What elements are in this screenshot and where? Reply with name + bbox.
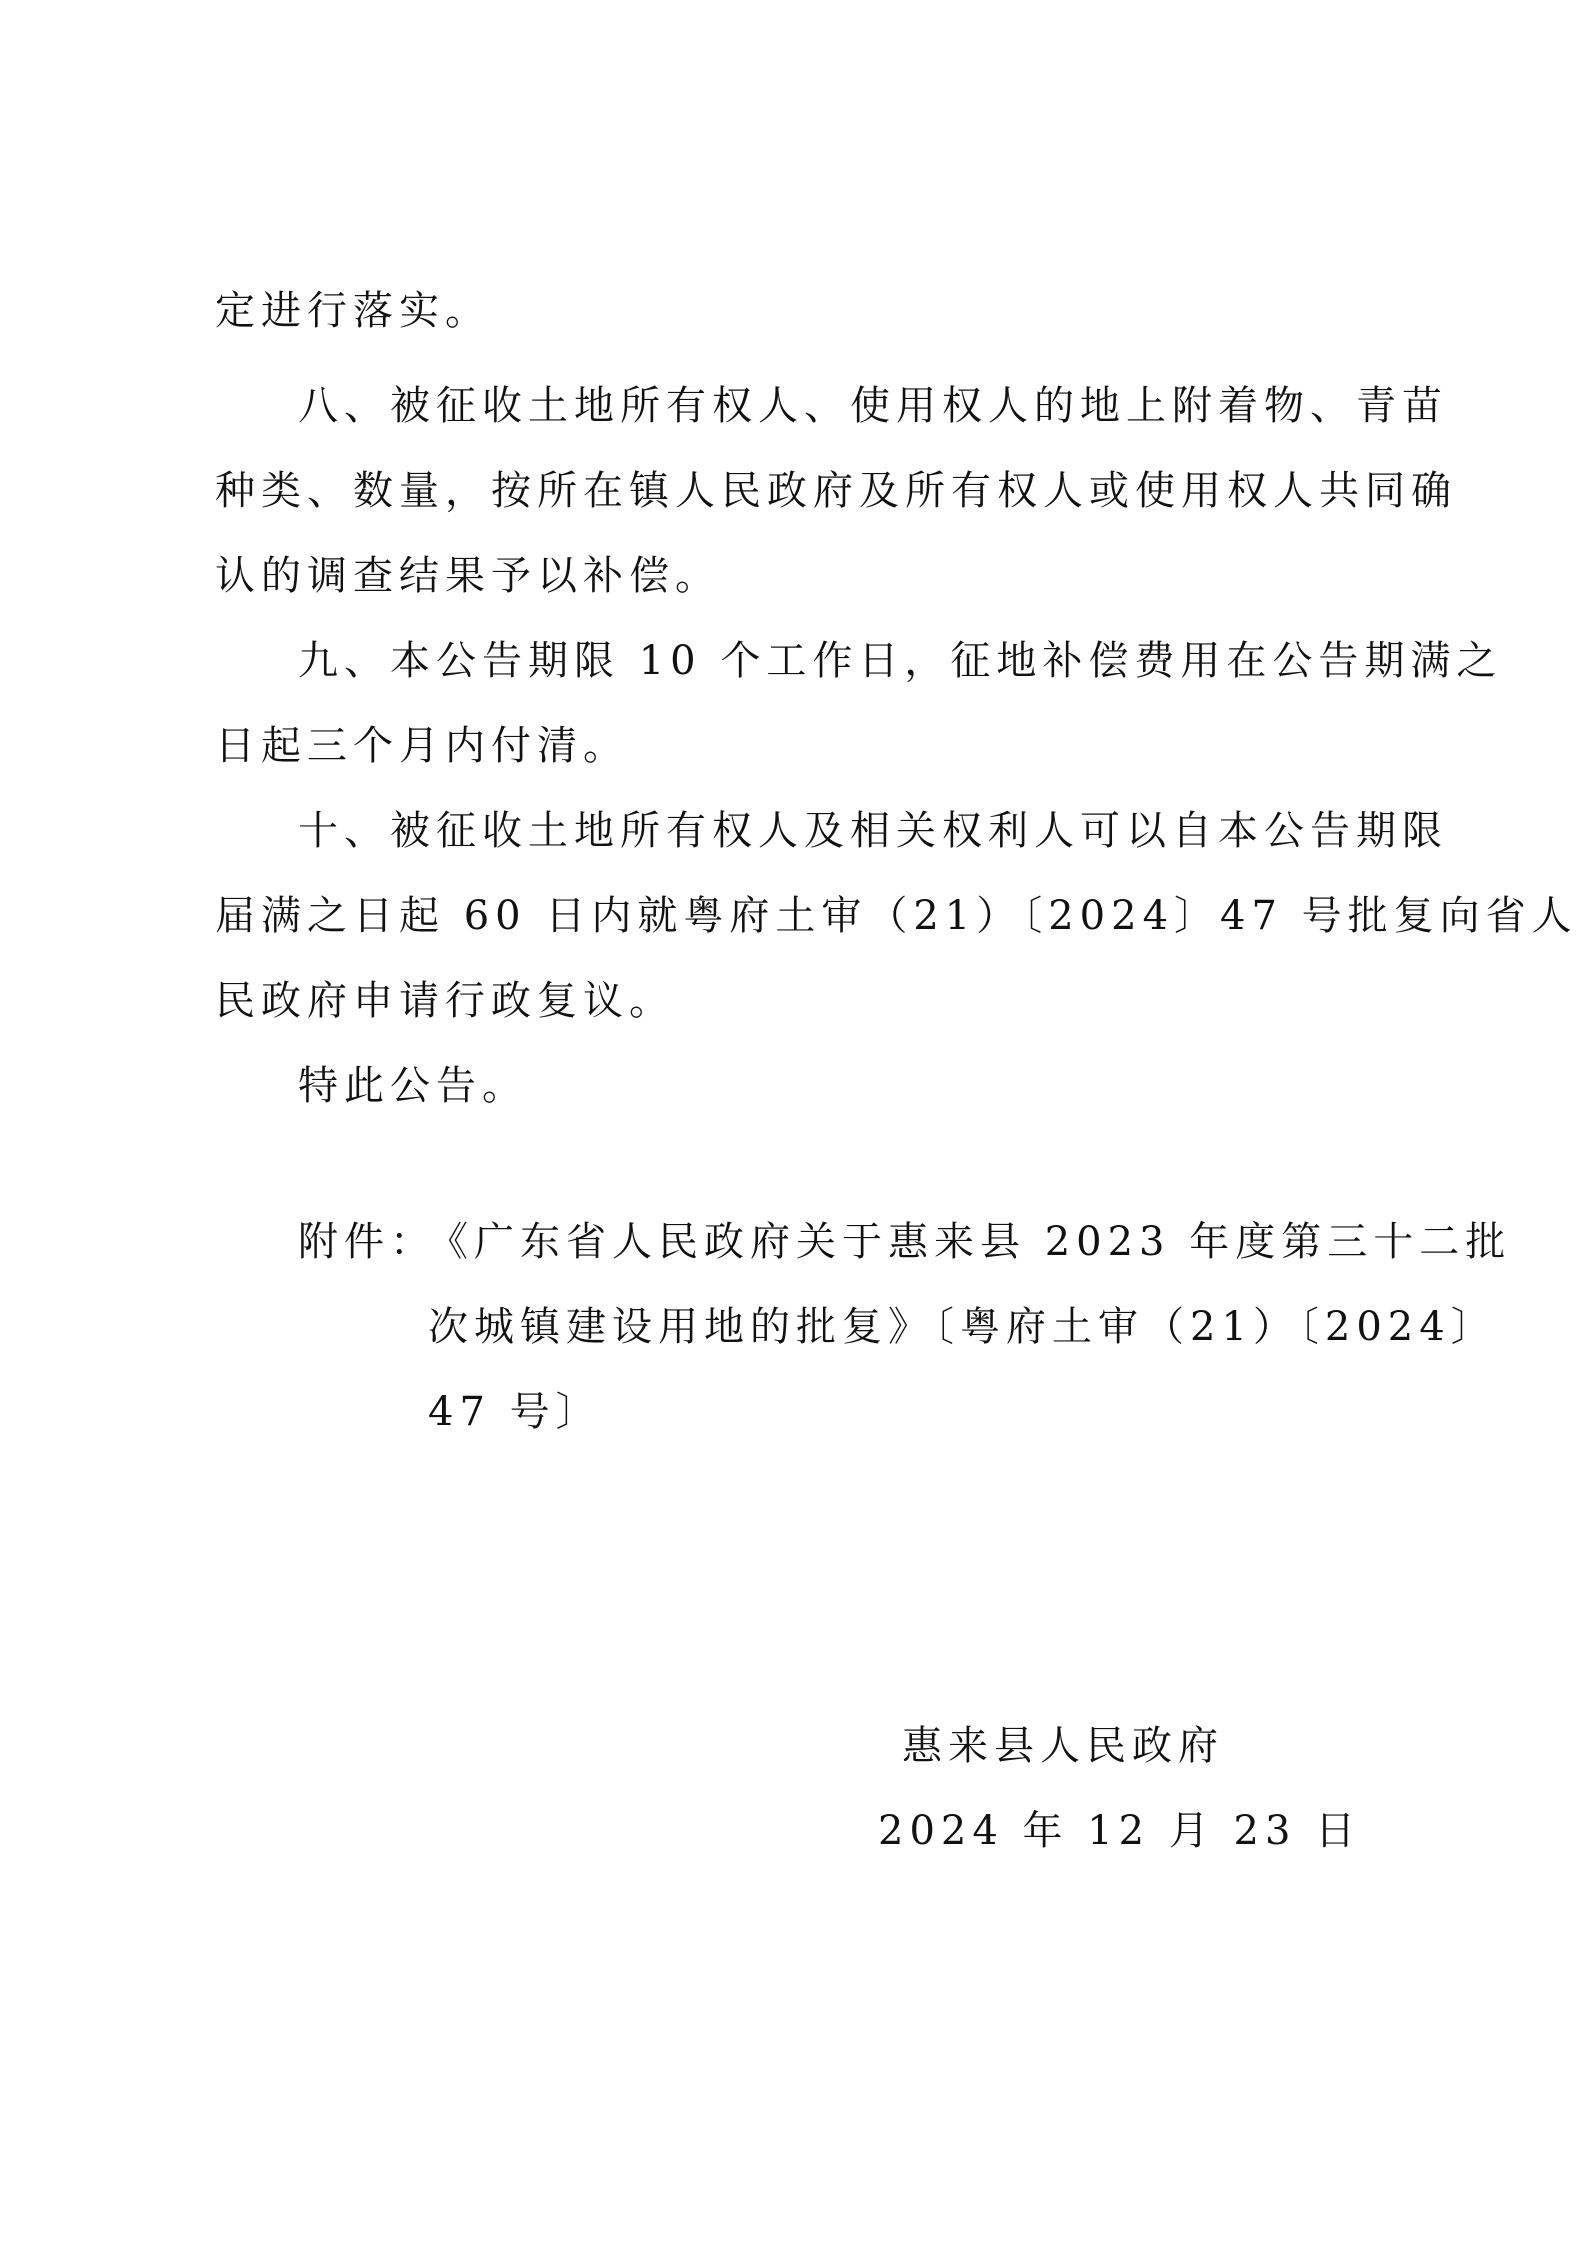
paragraph-10-line-1: 十、被征收土地所有权人及相关权利人可以自本公告期限 [298,808,1448,854]
paragraph-8-line-1: 八、被征收土地所有权人、使用权人的地上附着物、青苗 [298,383,1448,429]
attachment-label: 附件： [298,1219,436,1265]
closing-text: 特此公告。 [298,1063,528,1109]
paragraph-10-line-2: 届满之日起 60 日内就粤府土审（21）〔2024〕47 号批复向省人 [215,893,1578,939]
paragraph-8-line-3: 认的调查结果予以补偿。 [215,553,721,599]
paragraph-9-line-1: 九、本公告期限 10 个工作日，征地补偿费用在公告期满之 [298,638,1503,684]
attachment-line-3: 47 号〕 [428,1389,602,1435]
attachment-line-2: 次城镇建设用地的批复》〔粤府土审（21）〔2024〕 [428,1304,1497,1350]
paragraph-9-line-2: 日起三个月内付清。 [215,723,629,769]
paragraph-8-line-2: 种类、数量，按所在镇人民政府及所有权人或使用权人共同确 [215,468,1457,514]
paragraph-10-line-3: 民政府申请行政复议。 [215,978,675,1024]
signature-organization: 惠来县人民政府 [902,1723,1224,1769]
attachment-line-1: 《广东省人民政府关于惠来县 2023 年度第三十二批 [428,1219,1512,1265]
signature-date: 2024 年 12 月 23 日 [878,1808,1362,1854]
paragraph-7-tail: 定进行落实。 [215,288,491,334]
